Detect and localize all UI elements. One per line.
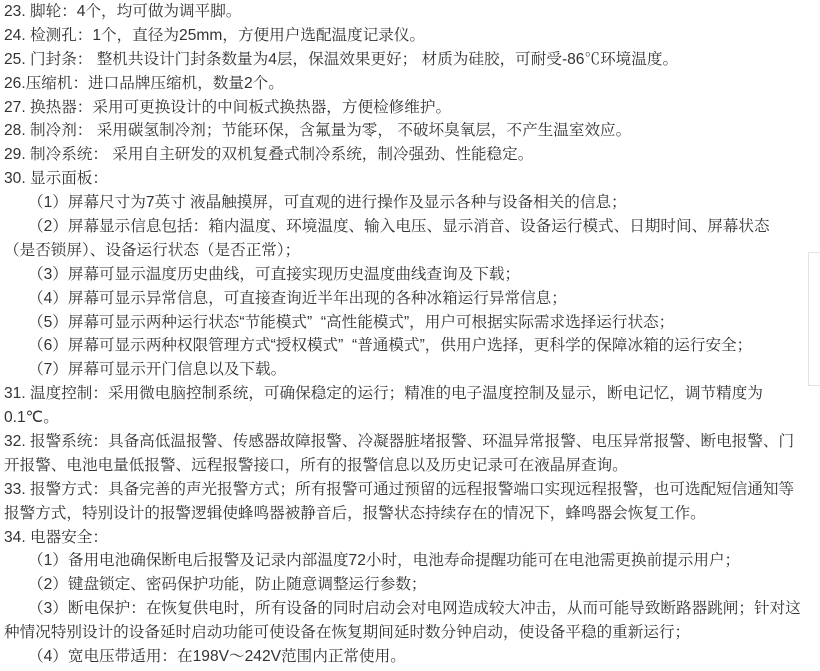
spec-line: 28. 制冷剂： 采用碳氢制冷剂；节能环保，含氟量为零， 不破坏臭氧层，不产生温室效应。	[4, 122, 632, 140]
spec-item-24	[0, 24, 820, 48]
spec-line: 33. 报警方式：具备完善的声光报警方式；所有报警可通过预留的远程报警端口实现远程报警，也可选配短信通知等	[4, 480, 795, 498]
spec-item-29	[0, 143, 820, 167]
sub-item	[0, 191, 820, 215]
sub-item-line: （1）备用电池确保断电后报警及记录内部温度72小时，电池寿命提醒功能可在电池需更换前提示用户；	[28, 552, 741, 570]
spec-line: 23. 脚轮：4个，均可做为调平脚。	[4, 3, 242, 20]
spec-line: 24. 检测孔：1个，直径为25mm，方便用户选配温度记录仪。	[4, 26, 426, 44]
sub-item-line: （4）屏幕可显示异常信息，可直接查询近半年出现的各种冰箱运行异常信息；	[28, 289, 567, 307]
spec-item-30-display-panel	[0, 167, 820, 382]
floating-side-panel-edge[interactable]	[808, 252, 820, 386]
sub-item-line: （3）断电保护：在恢复供电时，所有设备的同时启动会对电网造成较大冲击，从而可能导致断路器跳闸；针对这	[28, 600, 801, 618]
section-heading: 30. 显示面板：	[4, 170, 108, 188]
sub-item-line: （6）屏幕可显示两种权限管理方式“授权模式” “普通模式”，供用户选择，更科学的保障冰箱的运行安全；	[28, 337, 753, 355]
sub-item	[0, 287, 820, 311]
sub-item	[0, 215, 820, 263]
spec-item-34-electrical-safety	[0, 526, 820, 669]
spec-item-23	[0, 0, 820, 24]
spec-line-continued: 报警方式，特别设计的报警逻辑使蜂鸣器被静音后，报警状态持续存在的情况下，蜂鸣器会恢复工作。	[4, 504, 706, 522]
spec-line: 25. 门封条： 整机共设计门封条数量为4层，保温效果更好； 材质为硅胶，可耐受-86℃环境温度。	[4, 50, 679, 68]
sub-item	[0, 334, 820, 358]
sub-item	[0, 263, 820, 287]
spec-item-27	[0, 96, 820, 120]
spec-line-continued: 0.1℃。	[4, 409, 59, 427]
sub-item	[0, 549, 820, 573]
spec-item-32	[0, 430, 820, 478]
sub-item-line: （1）屏幕尺寸为7英寸 液晶触摸屏，可直观的进行操作及显示各种与设备相关的信息；	[28, 194, 627, 212]
spec-line-continued: 开报警、电池电量低报警、远程报警接口，所有的报警信息以及历史记录可在液晶屏查询。	[4, 456, 628, 474]
sub-item-line: （4）宽电压带适用：在198V～242V范围内正常使用。	[28, 648, 406, 666]
sub-item-line-continued: 种情况特别设计的设备延时启动功能可使设备在恢复期间延时数分钟启动，使设备平稳的重新运行；	[4, 624, 691, 642]
spec-item-25	[0, 48, 820, 72]
sub-item	[0, 597, 820, 645]
sub-item-line: （3）屏幕可显示温度历史曲线，可直接实现历史温度曲线查询及下载；	[28, 265, 521, 283]
spec-line: 31. 温度控制：采用微电脑控制系统，可确保稳定的运行；精准的电子温度控制及显示，断电记忆，调节精度为	[4, 385, 763, 403]
sub-item-line-continued: （是否锁屏）、设备运行状态（是否正常）；	[4, 241, 301, 259]
spec-item-28	[0, 119, 820, 143]
spec-line: 32. 报警系统：具备高低温报警、传感器故障报警、冷凝器脏堵报警、环温异常报警、电压异常报警、断电报警、门	[4, 433, 795, 451]
sub-item	[0, 311, 820, 335]
sub-item	[0, 358, 820, 382]
spec-item-31	[0, 382, 820, 430]
spec-item-26	[0, 72, 820, 96]
spec-item-33	[0, 478, 820, 526]
sub-item-line: （7）屏幕可显示开门信息以及下载。	[28, 361, 287, 379]
sub-item	[0, 645, 820, 669]
spec-line: 26.压缩机：进口品牌压缩机，数量2个。	[4, 74, 284, 92]
spec-line: 27. 换热器：采用可更换设计的中间板式换热器，方便检修维护。	[4, 98, 452, 116]
sub-item-line: （2）屏幕显示信息包括：箱内温度、环境温度、输入电压、显示消音、设备运行模式、日期时间、屏幕状态	[28, 218, 770, 236]
section-heading: 34. 电器安全：	[4, 528, 108, 546]
sub-item-line: （2）键盘锁定、密码保护功能，防止随意调整运行参数；	[28, 576, 427, 594]
sub-item-line: （5）屏幕可显示两种运行状态“节能模式” “高性能模式”，用户可根据实际需求选择运行状态；	[28, 313, 675, 331]
spec-line: 29. 制冷系统： 采用自主研发的双机复叠式制冷系统，制冷强劲、性能稳定。	[4, 146, 534, 164]
sub-item	[0, 573, 820, 597]
